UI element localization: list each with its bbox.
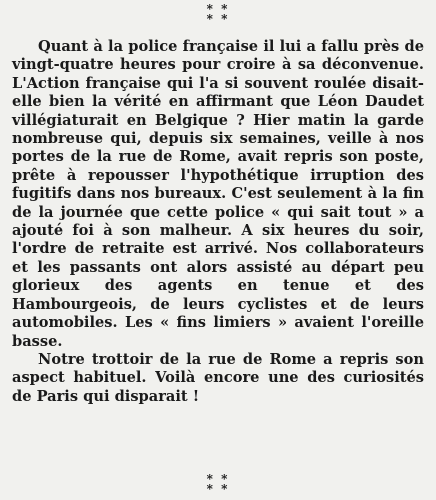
article-paragraph: Notre trottoir de la rue de Rome a repris son aspect habituel. Voilà encore une des curiosités de Paris qui disparait ! bbox=[12, 350, 424, 405]
ornament-asterisks: * * bbox=[206, 482, 230, 496]
article-body bbox=[12, 38, 424, 406]
article-paragraph: Quant à la police française il lui a fallu près de vingt-quatre heures pour croire à sa déconvenue. L'Action française qui l'a si souvent roulée disait-elle bien la vérité en affirmant que Léon Daudet villégiaturait en Belgique ? Hier matin la garde nombreuse qui, depuis six semaines, veille à nos portes de la rue de Rome, avait repris son poste, prête à repousser l'hypothétique irruption des fugitifs dans nos bureaux. C'est seulement à la fin de la journée que cette police « qui sait tout » a ajouté foi à son malheur. A six heures du soir, l'ordre de retraite est arrivé. Nos collaborateurs et les passants ont alors assisté au départ peu glorieux des agents en tenue et des Hambourgeois, de leurs cyclistes et de leurs automobiles. Les « fins limiers » avaient l'oreille basse. bbox=[12, 38, 424, 350]
section-ornament-top bbox=[0, 4, 436, 24]
section-ornament-bottom bbox=[0, 474, 436, 494]
ornament-asterisks: * * bbox=[206, 2, 230, 16]
ornament-asterisks: * * bbox=[206, 12, 230, 26]
ornament-asterisks: * * bbox=[206, 472, 230, 486]
